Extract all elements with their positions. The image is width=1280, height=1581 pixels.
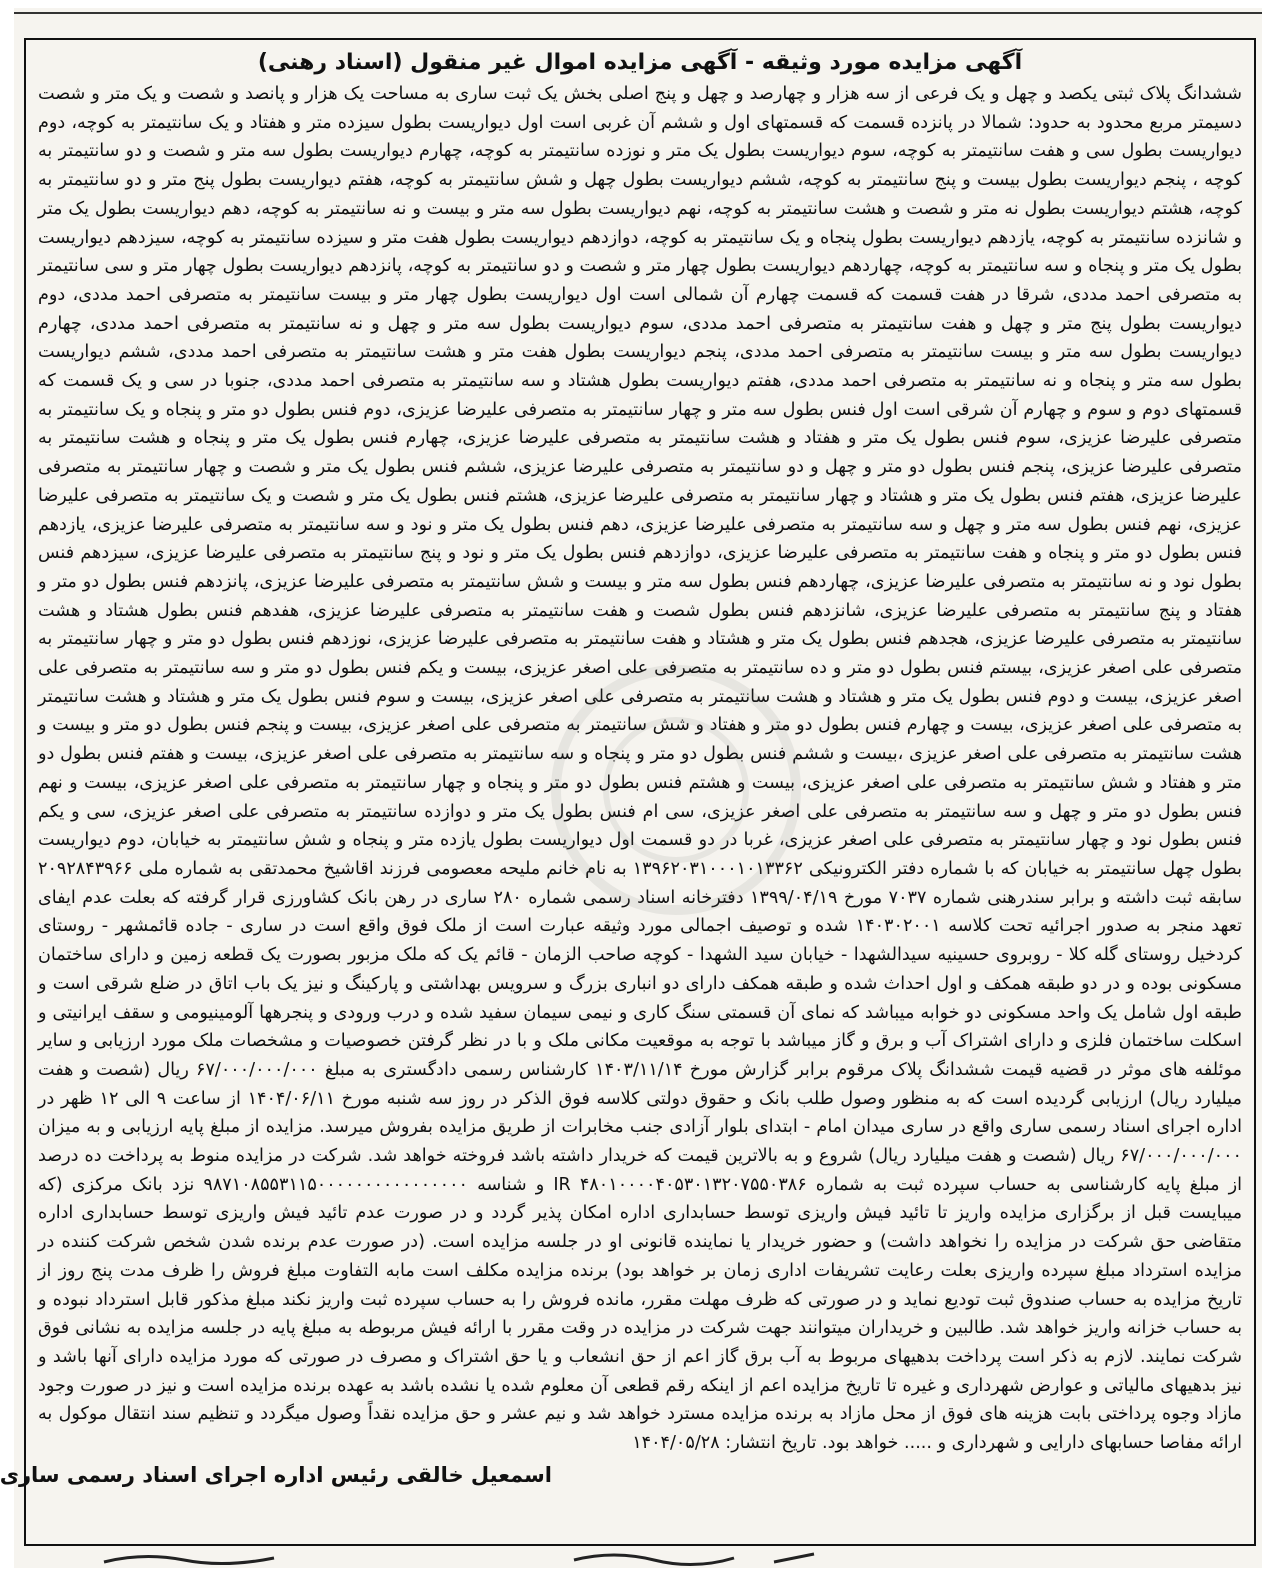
newspaper-page	[0, 8, 1262, 1568]
publish-date-label: تاریخ انتشار:	[725, 1433, 817, 1454]
notice-body-text: ششدانگ پلاک ثبتی یکصد و چهل و یک فرعی از سه هزار و چهارصد و چهل و پنج اصلی بخش یک ثبت ساری به مساحت یک هزار و پانصد و شصت و یک متر و شصت دسیمتر مربع محدود به حدود: شمالا در پانزده قسمت که قسمتهای اول و ششم آن غربی است اول دیواریست بطول سیزده متر و هفتاد و یک سانتیمتر به کوچه، دوم دیواریست بطول سی و هفت سانتیمتر به کوچه، سوم دیواریست بطول یک متر و نوزده سانتیمتر به کوچه، چهارم دیواریست بطول سه متر و شصت و دو سانتیمتر به کوچه ، پنجم دیواریست بطول بیست و پنج سانتیمتر به کوچه، ششم دیواریست بطول چهل و شش سانتیمتر به کوچه، هفتم دیواریست بطول پنج متر و دو سانتیمتر به کوچه، هشتم دیواریست بطول نه متر و شصت و هشت سانتیمتر به کوچه، نهم دیواریست بطول سه متر و بیست و نه سانتیمتر به کوچه، دهم دیواریست بطول یک متر و شانزده سانتیمتر به کوچه، یازدهم دیواریست بطول پنجاه و یک سانتیمتر به کوچه، دوازدهم دیواریست بطول هفت متر و سیزده سانتیمتر به کوچه، سیزدهم دیواریست بطول یک متر و پنجاه و سه سانتیمتر به کوچه، چهاردهم دیواریست بطول چهار متر و شصت و دو سانتیمتر به کوچه، پانزدهم دیواریست بطول چهار متر و سی سانتیمتر به متصرفی احمد مددی، شرقا در هفت قسمت که قسمت چهارم آن شمالی است اول دیواریست بطول چهار متر و بیست سانتیمتر به متصرفی احمد مددی، دوم دیواریست بطول پنج متر و چهل و هفت سانتیمتر به متصرفی احمد مددی، سوم دیواریست بطول سه متر و چهل و نه سانتیمتر به متصرفی احمد مددی، چهارم دیواریست بطول سه متر و بیست سانتیمتر به متصرفی احمد مددی، پنجم دیواریست بطول هفت متر و هشت سانتیمتر به متصرفی احمد مددی، ششم دیواریست بطول سه متر و پنجاه و نه سانتیمتر به متصرفی احمد مددی، هفتم دیواریست بطول هشتاد و سه سانتیمتر به متصرفی احمد مددی، جنوبا در سی و یک قسمت که قسمتهای دوم و سوم و چهارم آن شرقی است اول فنس بطول سه متر و چهار سانتیمتر به متصرفی علیرضا عزیزی، دوم فنس بطول دو متر و پنجاه و یک سانتیمتر به متصرفی علیرضا عزیزی، سوم فنس بطول یک متر و هفتاد و هشت سانتیمتر به متصرفی علیرضا عزیزی، چهارم فنس بطول یک متر و پنجاه و هشت سانتیمتر به متصرفی علیرضا عزیزی، پنجم فنس بطول دو متر و چهل و دو سانتیمتر به متصرفی علیرضا عزیزی، ششم فنس بطول یک متر و شصت و چهار سانتیمتر به متصرفی علیرضا عزیزی، هفتم فنس بطول یک متر و هشتاد و چهار سانتیمتر به متصرفی علیرضا عزیزی، هشتم فنس بطول یک متر و شصت و یک سانتیمتر به متصرفی علیرضا عزیزی، نهم فنس بطول سه متر و چهل و سه سانتیمتر به متصرفی علیرضا عزیزی، دهم فنس بطول یک متر و نود و سه سانتیمتر به متصرفی علیرضا عزیزی، یازدهم فنس بطول دو متر و پنجاه و هفت سانتیمتر به متصرفی علیرضا عزیزی، دوازدهم فنس بطول یک متر و نود و پنج سانتیمتر به متصرفی علیرضا عزیزی، سیزدهم فنس بطول نود و نه سانتیمتر به متصرفی علیرضا عزیزی، چهاردهم فنس بطول سه متر و بیست و شش سانتیمتر به متصرفی علیرضا عزیزی، پانزدهم فنس بطول دو متر و هفتاد و پنج سانتیمتر به متصرفی علیرضا عزیزی، شانزدهم فنس بطول شصت و هفت سانتیمتر به متصرفی علیرضا عزیزی، هفدهم فنس بطول هشتاد و هشت سانتیمتر به متصرفی علیرضا عزیزی، هجدهم فنس بطول یک متر و هشتاد و هفت سانتیمتر به متصرفی علیرضا عزیزی، نوزدهم فنس بطول دو متر و چهار سانتیمتر به متصرفی علی اصغر عزیزی، بیستم فنس بطول دو متر و ده سانتیمتر به متصرفی علی اصغر عزیزی، بیست و یکم فنس بطول دو متر و سه سانتیمتر به متصرفی علی اصغر عزیزی، بیست و دوم فنس بطول یک متر و هشتاد و هشت سانتیمتر به متصرفی علی اصغر عزیزی، بیست و سوم فنس بطول یک متر و هشتاد و هشت سانتیمتر به متصرفی علی اصغر عزیزی، بیست و چهارم فنس بطول دو متر و هفتاد و شش سانتیمتر به متصرفی علی اصغر عزیزی، بیست و پنجم فنس بطول دو متر و بیست و هشت سانتیمتر به متصرفی علی اصغر عزیزی ،بیست و ششم فنس بطول دو متر و پنجاه و سه سانتیمتر به متصرفی علی اصغر عزیزی، بیست و هفتم فنس بطول دو متر و هفتاد و شش سانتیمتر به متصرفی علی اصغر عزیزی، بیست و هشتم فنس بطول دو متر و پنجاه و چهار سانتیمتر به متصرفی علی اصغر عزیزی، بیست و نهم فنس بطول دو متر و چهل و سه سانتیمتر به متصرفی علی اصغر عزیزی، سی ام فنس بطول یک متر و دوازده سانتیمتر به متصرفی علی اصغر عزیزی، سی و یکم فنس بطول نود و چهار سانتیمتر به متصرفی علی اصغر عزیزی، غربا در دو قسمت اول دیواریست بطول یازده متر و پنجاه و شش سانتیمتر به خیابان، دوم دیواریست بطول چهل سانتیمتر به خیابان که با شماره دفتر الکترونیکی ۱۳۹۶۲۰۳۱۰۰۰۱۰۱۳۳۶۲ به نام خانم ملیحه معصومی فرزند اقاشیخ محمدتقی به شماره ملی ۲۰۹۲۸۴۳۹۶۶ سابقه ثبت داشته و برابر سندرهنی شماره ۷۰۳۷ مورخ ۱۳۹۹/۰۴/۱۹ دفترخانه اسناد رسمی شماره ۲۸۰ ساری در رهن بانک کشاورزی قرار گرفته که بعلت عدم ایفای تعهد منجر به صدور اجرائیه تحت کلاسه ۱۴۰۳۰۲۰۰۱ شده و توصیف اجمالی مورد وثیقه عبارت است از ملک فوق واقع است در ساری - جاده قائمشهر - روستای کردخیل روستای گله کلا - روبروی حسینیه سیدالشهدا - خیابان سید الشهدا - کوچه صاحب الزمان - قائم یک که ملک مزبور بصورت یک قطعه زمین و دارای ساختمان مسکونی بوده و در دو طبقه همکف و اول احداث شده و طبقه همکف دارای دو انباری بزرگ و سرویس بهداشتی و پارکینگ و نیز یک باب اتاق در ضلع شرقی است و طبقه اول شامل یک واحد مسکونی دو خوابه میباشد که نمای آن قسمتی سنگ کاری و نیمی سیمان سفید شده و درب ورودی و پنجرهها آلومینیومی و سقف ایرانیتی و اسکلت ساختمان فلزی و دارای اشتراک آب و برق و گاز میباشد با توجه به موقعیت مکانی ملک و با در نظر گرفتن خصوصیات و مشخصات ملک مورد ارزیابی و سایر موئلفه های موثر در قضیه قیمت ششدانگ پلاک مرقوم برابر گزارش مورخ ۱۴۰۳/۱۱/۱۴ کارشناس رسمی دادگستری به مبلغ ۶۷/۰۰۰/۰۰۰/۰۰۰ ریال (شصت و هفت میلیارد ریال) ارزیابی گردیده است که به منظور وصول طلب بانک و حقوق دولتی کلاسه فوق الذکر در روز سه شنبه مورخ ۱۴۰۴/۰۶/۱۱ از ساعت ۹ الی ۱۲ ظهر در اداره اجرای اسناد رسمی ساری واقع در ساری میدان امام - ابتدای بلوار آزادی جنب مخابرات از طریق مزایده بفروش میرسد. مزایده از مبلغ پایه ارزیابی و به میزان ۶۷/۰۰۰/۰۰۰/۰۰۰ ریال (شصت و هفت میلیارد ریال) شروع و به بالاترین قیمت که خریدار داشته باشد فروخته خواهد شد. شرکت در مزایده منوط به پرداخت ده درصد از مبلغ پایه کارشناسی به حساب سپرده ثبت به شماره ۴۸۰۱۰۰۰۰۴۰۵۳۰۱۳۲۰۷۵۵۰۳۸۶ IR و شناسه ۹۸۷۱۰۸۵۵۳۱۱۵۰۰۰۰۰۰۰۰۰۰۰۰۰۰۰۰ نزد بانک مرکزی (که میبایست قبل از برگزاری مزایده واریز تا تائید فیش واریزی توسط حسابداری اداره امکان پذیر گردد و در صورت عدم تائید فیش واریزی توسط حسابداری اداره متقاضی حق شرکت در مزایده را نخواهد داشت) و حضور خریدار یا نماینده قانونی او در جلسه مزایده است. (در صورت عدم برنده شدن شخص شرکت کننده در مزایده استرداد مبلغ سپرده واریزی بعلت رعایت تشریفات اداری زمان بر خواهد بود) برنده مزایده مکلف است مابه التفاوت مبلغ فروش را ظرف مدت پنج روز از تاریخ مزایده به حساب صندوق ثبت تودیع نماید و در صورتی که ظرف مهلت مقرر، مانده فروش را به حساب سپرده ثبت واریز نکند مبلغ مذکور قابل استرداد نبوده و به حساب خزانه واریز خواهد شد. طالبین و خریداران میتوانند جهت شرکت در مزایده در وقت مقرر با ارائه فیش مربوطه به مبلغ پایه در جلسه مزایده به نشانی فوق شرکت نمایند. لازم به ذکر است پرداخت بدهیهای مربوط به آب برق گاز اعم از حق انشعاب و یا حق اشتراک و مصرف در صورتی که مورد مزایده دارای آنها باشد و نیز بدهیهای مالیاتی و عوارض شهرداری و غیره تا تاریخ مزایده اعم از اینکه رقم قطعی آن معلوم شده یا نشده باشد به عهده برنده مزایده است و نیز در صورت وجود مازاد وجوه پرداختی بابت هزینه های فوق از محل مازاد به برنده مزایده مسترد خواهد شد و نیم عشر و حق مزایده نقداً وصول میگردد و تنظیم سند انتقال موکول به ارائه مفاصا حسابهای دارایی و شهرداری و ..... خواهد بود.	[38, 84, 1243, 1454]
signature-line: اسمعیل خالقی رئیس اداره اجرای اسناد رسمی ساری	[0, 1462, 552, 1487]
page-top-rule	[14, 8, 1262, 14]
notice-title: آگهی مزایده مورد وثیقه - آگهی مزایده اموال غیر منقول (اسناد رهنی)	[257, 50, 1023, 75]
handwritten-marks	[14, 1548, 1262, 1568]
publish-date: ۱۴۰۴/۰۵/۲۸	[632, 1433, 720, 1454]
auction-notice-box	[0, 38, 1256, 1546]
notice-body	[38, 80, 1242, 1458]
